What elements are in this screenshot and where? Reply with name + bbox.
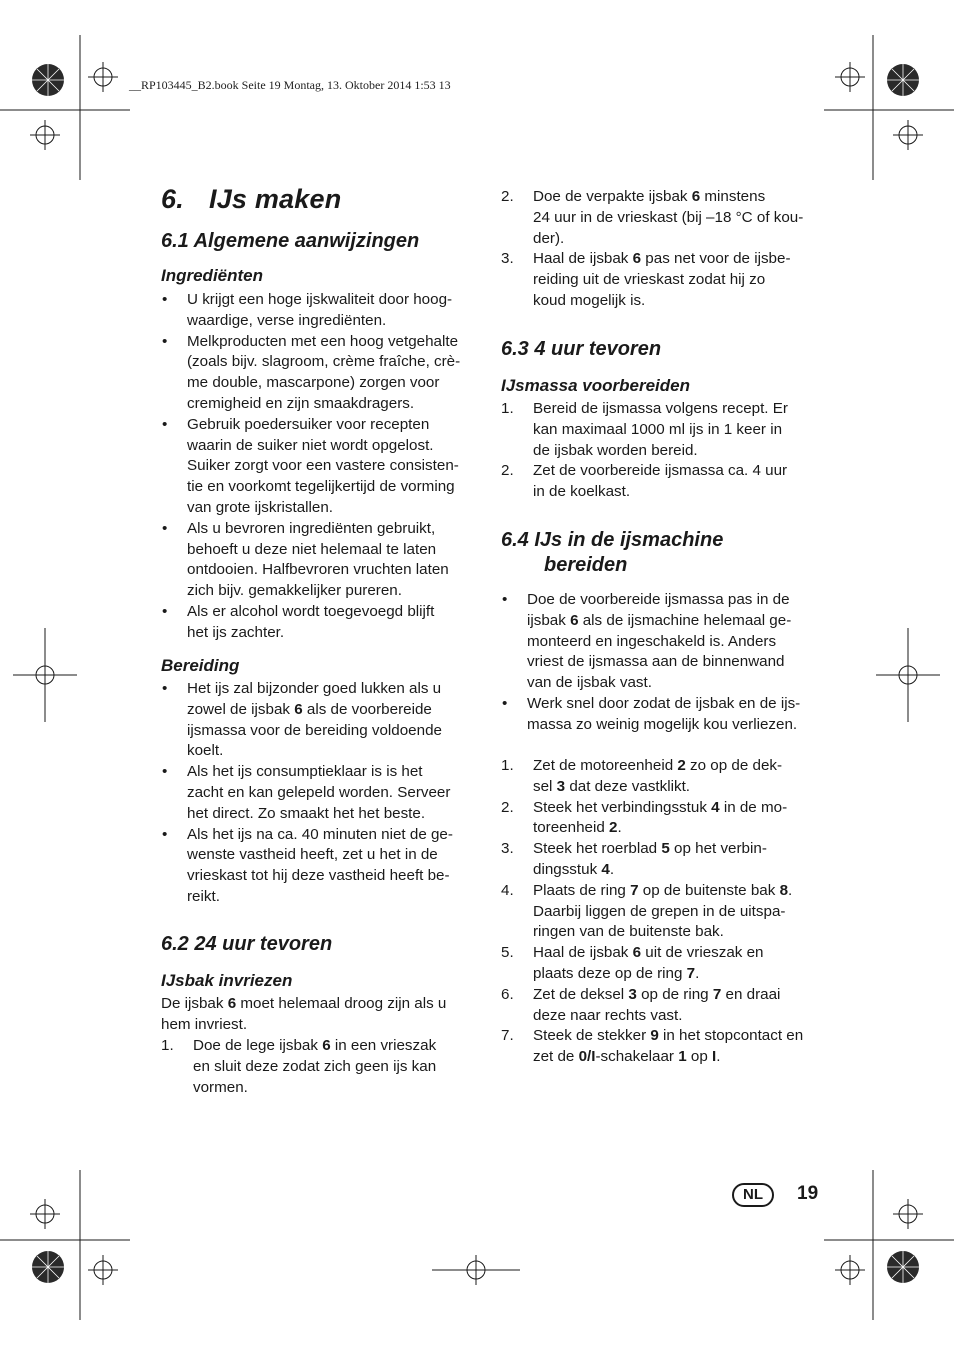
text-line: tie en voorkomt tegelijkertijd de vorming xyxy=(187,478,455,496)
text-segment: Als het ijs consumptieklaar is is het xyxy=(187,763,423,781)
bullet-item xyxy=(161,519,486,602)
bullet-marker: • xyxy=(162,680,168,697)
text-line xyxy=(527,694,831,715)
text-line xyxy=(527,611,831,632)
text-segment: in het stopcontact en xyxy=(658,1027,804,1045)
text-segment: Steek het verbindingsstuk xyxy=(533,798,712,816)
text-segment: Doe de voorbereide ijsmassa pas in de xyxy=(527,591,790,608)
text-line xyxy=(533,860,831,881)
text-line xyxy=(533,229,831,250)
text-segment: Bereid de ijsmassa volgens recept. Er xyxy=(533,400,788,417)
bullet-marker: • xyxy=(162,825,168,843)
text-segment: als de voorbereide xyxy=(302,700,432,718)
text-segment: moet helemaal droog zijn als u xyxy=(236,995,447,1012)
text-segment: monteerd en ingeschakeld is. Anders xyxy=(527,632,777,650)
chapter-title-text: IJs maken xyxy=(209,184,342,214)
text-segment: . xyxy=(695,964,700,982)
bullet-marker: • xyxy=(162,763,168,781)
text-segment: in de mo- xyxy=(719,798,788,816)
text-segment: -schakelaar xyxy=(595,1048,679,1066)
text-segment: zet de xyxy=(533,1048,579,1066)
text-line xyxy=(193,1078,486,1099)
freeze-intro xyxy=(161,994,486,1036)
text-segment: Haal de ijsbak xyxy=(533,944,633,962)
text-segment: dat deze vastklikt. xyxy=(565,777,691,795)
part-reference: 8 xyxy=(779,881,789,899)
part-reference: 6 xyxy=(691,188,701,205)
text-segment: reikt. xyxy=(187,887,220,905)
part-reference: 3 xyxy=(628,985,637,1003)
text-segment: Zet de voorbereide ijsmassa ca. 4 uur xyxy=(533,462,788,480)
text-line: cremigheid en zijn smaakdragers. xyxy=(187,394,415,412)
part-reference: 6 xyxy=(294,700,303,718)
bullet-item xyxy=(501,590,831,694)
numbered-step xyxy=(501,881,831,943)
mass-steps xyxy=(501,399,831,503)
text-segment: Werk snel door zodat de ijsbak en de ijs- xyxy=(527,694,801,712)
text-line xyxy=(533,943,831,964)
text-segment: in een vrieszak xyxy=(330,1037,437,1054)
freeze-steps-right xyxy=(501,187,831,312)
step-number: 6. xyxy=(501,985,514,1003)
text-segment: . xyxy=(617,819,622,837)
text-line: van grote ijskristallen. xyxy=(187,498,334,516)
text-segment: vrieskast tot hij deze vastheid heeft be- xyxy=(187,867,450,885)
text-line xyxy=(187,783,486,804)
ingredients-title: Ingrediënten xyxy=(161,266,264,285)
text-line xyxy=(533,291,831,312)
bullet-marker: • xyxy=(162,332,168,350)
text-segment: massa zo weinig mogelijk kou verliezen. xyxy=(527,715,798,733)
step-number: 2. xyxy=(501,462,514,480)
text-line: Gebruik poedersuiker voor recepten xyxy=(187,415,430,433)
step-number: 1. xyxy=(161,1037,174,1054)
step-number: 1. xyxy=(501,757,514,774)
text-segment: Doe de verpakte ijsbak xyxy=(533,188,692,205)
text-segment: . xyxy=(788,881,793,899)
text-line: me double, mascarpone) zorgen voor xyxy=(187,374,440,392)
text-line xyxy=(533,839,831,860)
text-segment: zacht en kan gelepeld worden. Serveer xyxy=(187,783,451,801)
text-segment: als de ijsmachine helemaal ge- xyxy=(578,611,792,629)
step-number: 3. xyxy=(501,840,514,858)
text-line xyxy=(187,762,486,783)
text-segment: in de koelkast. xyxy=(533,483,631,501)
text-line: U krijgt een hoge ijskwaliteit door hoog- xyxy=(187,291,453,308)
text-segment: zo op de dek- xyxy=(685,757,783,774)
numbered-step xyxy=(501,249,831,311)
text-segment: minstens xyxy=(700,188,766,205)
ingredients-list xyxy=(161,290,486,644)
part-reference: 2 xyxy=(677,757,686,774)
text-segment: . xyxy=(609,860,615,878)
text-line xyxy=(533,482,831,503)
text-segment: deze naar rechts vast. xyxy=(533,1006,683,1024)
text-line: behoeft u deze niet helemaal te laten xyxy=(187,540,437,558)
text-line xyxy=(187,741,486,762)
part-reference: 6 xyxy=(570,611,579,629)
text-segment: hem invriest. xyxy=(161,1015,248,1033)
numbered-step xyxy=(501,943,831,985)
section-6-4-title-line2: bereiden xyxy=(544,554,628,576)
text-line xyxy=(533,1026,831,1047)
text-segment: zowel de ijsbak xyxy=(187,700,295,718)
bullet-item xyxy=(161,602,486,644)
text-line xyxy=(533,818,831,839)
text-segment: Zet de deksel xyxy=(533,985,629,1003)
section-6-3-title: 6.3 4 uur tevoren xyxy=(501,338,662,360)
text-segment: op de buitenste bak xyxy=(638,881,780,899)
step-number: 2. xyxy=(501,188,514,205)
text-line xyxy=(533,249,831,270)
text-segment: toreenheid xyxy=(533,819,609,837)
page-number: 19 xyxy=(797,1183,819,1204)
text-line: waarin de suiker niet wordt opgelost. xyxy=(187,436,434,454)
part-reference: 3 xyxy=(556,777,566,795)
text-segment: op de ring xyxy=(636,985,713,1003)
numbered-step xyxy=(501,839,831,881)
numbered-step xyxy=(501,798,831,840)
part-reference: 2 xyxy=(609,819,618,837)
text-line xyxy=(187,679,486,700)
print-header: __RP103445_B2.book Seite 19 Montag, 13. Oktober 2014 1:53 13 xyxy=(129,78,451,92)
text-segment: Steek het roerblad xyxy=(533,840,662,858)
text-line xyxy=(533,985,831,1006)
text-line: het ijs zachter. xyxy=(187,623,285,641)
text-line: (zoals bijv. slagroom, crème fraîche, crè- xyxy=(187,353,461,371)
text-line xyxy=(533,881,831,902)
text-segment: 24 uur in de vrieskast (bij –18 °C of kou- xyxy=(533,208,804,226)
part-reference: 4 xyxy=(601,860,610,878)
chapter-title xyxy=(161,184,341,215)
text-line xyxy=(533,756,831,777)
text-segment: Zet de motoreenheid xyxy=(533,757,678,774)
bullet-marker: • xyxy=(162,415,168,433)
text-segment: op xyxy=(686,1048,713,1066)
text-line xyxy=(187,700,486,721)
text-segment: op het verbin- xyxy=(669,840,767,858)
text-segment: vriest de ijsmassa aan de binnenwand xyxy=(527,653,785,671)
text-segment: koelt. xyxy=(187,742,224,760)
text-segment: kan maximaal 1000 ml ijs in 1 keer in xyxy=(533,420,783,438)
section-6-1-title: 6.1 Algemene aanwijzingen xyxy=(161,230,420,252)
text-line xyxy=(161,994,486,1015)
numbered-step xyxy=(501,461,831,503)
bullet-item xyxy=(161,825,486,908)
text-line: Melkproducten met een hoog vetgehalte xyxy=(187,332,459,350)
text-line: Suiker zorgt voor een vastere consisten- xyxy=(187,457,459,475)
bullet-item xyxy=(161,290,486,332)
text-segment: wenste vastheid heeft, zet u het in de xyxy=(187,846,438,864)
section-6-2-title: 6.2 24 uur tevoren xyxy=(161,933,333,955)
bullet-marker: • xyxy=(502,694,508,712)
bullet-marker: • xyxy=(162,291,168,308)
text-line xyxy=(533,922,831,943)
numbered-step xyxy=(501,985,831,1027)
bullet-item xyxy=(161,679,486,762)
text-line xyxy=(527,632,831,653)
text-line xyxy=(533,964,831,985)
text-line xyxy=(533,270,831,291)
bullet-item xyxy=(161,415,486,519)
part-reference: 7 xyxy=(712,985,722,1003)
part-reference: 7 xyxy=(686,964,696,982)
step-number: 2. xyxy=(501,798,514,816)
freeze-title: IJsbak invriezen xyxy=(161,971,293,990)
bullet-marker: • xyxy=(162,519,168,537)
text-segment: koud mogelijk is. xyxy=(533,291,646,309)
text-segment: ijsmassa voor de bereiding voldoende xyxy=(187,721,442,739)
part-reference: 5 xyxy=(661,840,670,858)
text-segment: Haal de ijsbak xyxy=(533,250,633,268)
part-reference: 6 xyxy=(632,944,642,962)
text-line xyxy=(527,673,831,694)
text-line xyxy=(533,902,831,923)
text-line xyxy=(527,652,831,673)
text-line: ontdooien. Halfbevroren vruchten laten xyxy=(187,561,449,579)
text-segment: De ijsbak xyxy=(161,995,228,1012)
text-line xyxy=(533,187,831,208)
text-line xyxy=(533,441,831,462)
language-badge: NL xyxy=(732,1183,774,1207)
text-segment: der). xyxy=(533,229,565,247)
part-reference: 6 xyxy=(322,1037,331,1054)
bullet-item xyxy=(161,762,486,824)
text-segment: pas net voor de ijsbe- xyxy=(641,250,791,268)
text-line xyxy=(533,208,831,229)
step-number: 7. xyxy=(501,1027,514,1045)
text-line xyxy=(533,798,831,819)
text-line xyxy=(527,590,831,611)
text-line xyxy=(187,825,486,846)
text-line xyxy=(187,721,486,742)
text-segment: dingsstuk xyxy=(533,860,602,878)
prep-title: Bereiding xyxy=(161,656,240,675)
text-segment: het direct. Zo smaakt het het beste. xyxy=(187,804,426,822)
part-reference: 6 xyxy=(227,995,237,1012)
part-reference: 7 xyxy=(630,881,639,899)
numbered-step xyxy=(161,1036,486,1098)
text-segment: en sluit deze zodat zich geen ijs kan xyxy=(193,1057,437,1075)
text-segment: de ijsbak worden bereid. xyxy=(533,441,698,459)
numbered-step xyxy=(501,187,831,249)
section-6-4-title-line1: 6.4 IJs in de ijsmachine xyxy=(501,529,724,551)
text-line xyxy=(533,1047,831,1068)
numbered-step xyxy=(501,399,831,461)
section-6-4-title xyxy=(501,528,723,578)
text-segment: sel xyxy=(533,777,557,795)
text-line: Als u bevroren ingrediënten gebruikt, xyxy=(187,519,436,537)
text-segment: van de ijsbak vast. xyxy=(527,674,652,692)
text-line xyxy=(187,866,486,887)
part-reference: 1 xyxy=(678,1048,687,1066)
numbered-step xyxy=(501,756,831,798)
text-segment: . xyxy=(716,1048,721,1066)
prep-list xyxy=(161,679,486,908)
freeze-steps-left xyxy=(161,1036,486,1098)
step-number: 4. xyxy=(501,881,514,899)
text-segment: en draai xyxy=(721,985,781,1003)
text-line: waardige, verse ingrediënten. xyxy=(187,311,387,329)
bullet-item xyxy=(161,332,486,415)
bullet-item xyxy=(501,694,831,736)
numbered-step xyxy=(501,1026,831,1068)
text-segment: uit de vrieszak en xyxy=(641,944,764,962)
text-segment: ijsbak xyxy=(527,611,571,629)
part-reference: 6 xyxy=(632,250,642,268)
text-segment: Daarbij liggen de grepen in de uitspa- xyxy=(533,902,786,920)
text-segment: vormen. xyxy=(193,1078,248,1096)
text-segment: reiding uit de vrieskast zodat hij zo xyxy=(533,271,766,289)
text-segment: Doe de lege ijsbak xyxy=(193,1037,323,1054)
chapter-number: 6. xyxy=(161,184,184,214)
text-line xyxy=(533,420,831,441)
text-line xyxy=(187,845,486,866)
text-segment: ringen van de buitenste bak. xyxy=(533,923,724,941)
text-segment: Plaats de ring xyxy=(533,881,631,899)
text-line xyxy=(193,1036,486,1057)
step-number: 3. xyxy=(501,250,514,268)
mass-title: IJsmassa voorbereiden xyxy=(501,376,690,395)
text-line xyxy=(187,804,486,825)
text-line xyxy=(533,399,831,420)
part-reference: 4 xyxy=(711,798,720,816)
text-line xyxy=(533,461,831,482)
part-reference: 9 xyxy=(650,1027,659,1045)
text-segment: plaats deze op de ring xyxy=(533,964,687,982)
step-number: 5. xyxy=(501,944,514,962)
text-line xyxy=(193,1057,486,1078)
text-line xyxy=(533,1006,831,1027)
text-segment: Als het ijs na ca. 40 minuten niet de ge- xyxy=(187,825,453,843)
text-line: zich bijv. gemakkelijker pureren. xyxy=(187,582,402,600)
step-number: 1. xyxy=(501,400,514,417)
text-line xyxy=(527,715,831,736)
text-line xyxy=(187,887,486,908)
bullet-marker: • xyxy=(502,591,508,608)
text-line xyxy=(533,777,831,798)
text-segment: Het ijs zal bijzonder goed lukken als u xyxy=(187,680,442,697)
machine-bullets xyxy=(501,590,831,736)
text-segment: Steek de stekker xyxy=(533,1027,651,1045)
part-reference: I xyxy=(712,1048,717,1066)
text-line xyxy=(161,1015,486,1036)
text-line: Als er alcohol wordt toegevoegd blijft xyxy=(187,602,435,620)
part-reference: 0/I xyxy=(578,1048,596,1066)
machine-steps xyxy=(501,756,831,1068)
bullet-marker: • xyxy=(162,602,168,620)
